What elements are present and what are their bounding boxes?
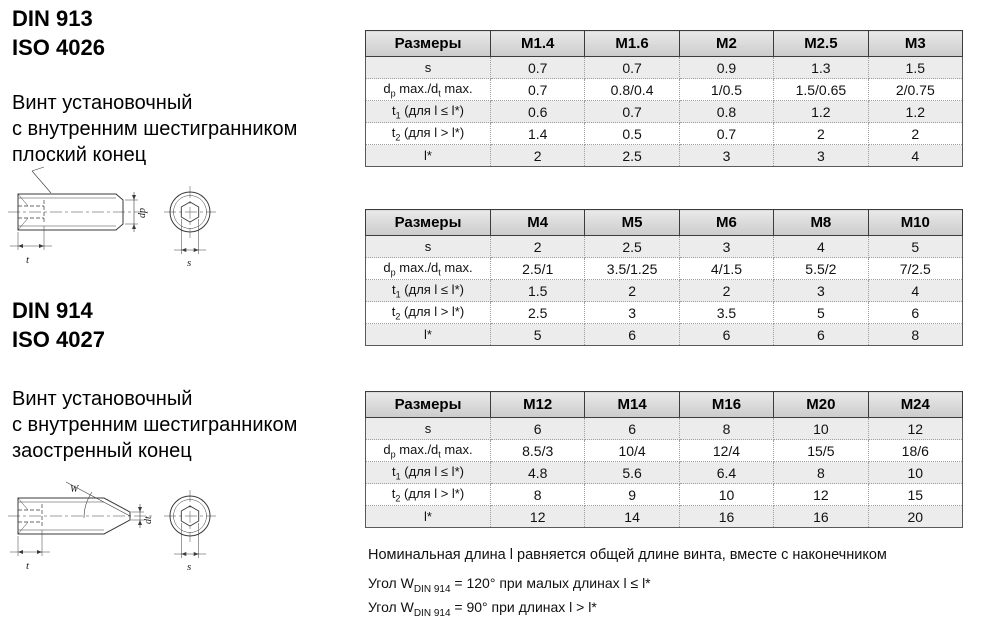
value-cell: 1.4 [491, 123, 585, 145]
header-size-m6: M6 [679, 210, 773, 236]
row-label: l* [366, 506, 491, 528]
iso-4026-title: ISO 4026 [12, 35, 105, 60]
header-size-m2: M2 [679, 31, 773, 57]
note-nominal-length [368, 547, 887, 563]
row-label: $d_p$ $\max./d_t$ max. [366, 258, 491, 280]
table-header-row [366, 210, 963, 236]
header-size-m1.4: M1.4 [491, 31, 585, 57]
standard-heading-din913 [12, 4, 105, 62]
value-cell: 10 [679, 484, 773, 506]
row-label: $t_2$ (для l > l*) [366, 302, 491, 324]
description-line: Винт установочный [12, 92, 193, 114]
value-cell: 12/4 [679, 440, 773, 462]
value-cell: 3 [679, 236, 773, 258]
header-size-m4: M4 [491, 210, 585, 236]
row-label: $t_1$ (для l ≤ l*) [366, 280, 491, 302]
value-cell: 1.2 [868, 101, 962, 123]
dimensions-table-m12-m24 [365, 391, 963, 528]
value-cell: 0.5 [585, 123, 679, 145]
row-label: s [366, 418, 491, 440]
din-913-title: DIN 913 [12, 6, 93, 31]
dim-label-t: t [26, 254, 30, 266]
value-cell: 0.6 [491, 101, 585, 123]
value-cell: 1.5 [868, 57, 962, 79]
value-cell: 6 [585, 418, 679, 440]
value-cell: 2 [585, 280, 679, 302]
table-row [366, 440, 963, 462]
value-cell: 12 [774, 484, 868, 506]
value-cell: 6.4 [679, 462, 773, 484]
value-cell: 3 [774, 280, 868, 302]
note-text: Номинальная длина l равняется общей длине винта, вместе с наконечником [368, 547, 887, 563]
note-angle-90 [368, 599, 597, 619]
value-cell: 10/4 [585, 440, 679, 462]
table-row [366, 324, 963, 346]
header-size-m2.5: M2.5 [774, 31, 868, 57]
value-cell: 5 [491, 324, 585, 346]
table-row [366, 418, 963, 440]
row-label: l* [366, 145, 491, 167]
value-cell: 0.7 [585, 101, 679, 123]
note-subscript: DIN 914 [413, 607, 451, 619]
table-header-row [366, 31, 963, 57]
value-cell: 2.5 [585, 145, 679, 167]
value-cell: 2.5/1 [491, 258, 585, 280]
table-row [366, 258, 963, 280]
value-cell: 12 [868, 418, 962, 440]
value-cell: 0.7 [679, 123, 773, 145]
note-text: Угол W [368, 599, 414, 615]
row-label: $t_2$ (для l > l*) [366, 484, 491, 506]
value-cell: 0.8/0.4 [585, 79, 679, 101]
value-cell: 0.7 [491, 57, 585, 79]
note-text: Угол W [368, 575, 414, 591]
value-cell: 14 [585, 506, 679, 528]
dimensions-table-m1.4-m3 [365, 30, 963, 167]
value-cell: 20 [868, 506, 962, 528]
value-cell: 2 [679, 280, 773, 302]
header-size-m3: M3 [868, 31, 962, 57]
value-cell: 3.5/1.25 [585, 258, 679, 280]
value-cell: 0.9 [679, 57, 773, 79]
header-size-m10: M10 [868, 210, 962, 236]
note-text: = 120° при малых длинах l ≤ l* [450, 575, 651, 591]
value-cell: 0.8 [679, 101, 773, 123]
value-cell: 2 [868, 123, 962, 145]
value-cell: 4 [868, 145, 962, 167]
value-cell: 8 [679, 418, 773, 440]
value-cell: 1.5 [491, 280, 585, 302]
description-din913 [12, 90, 297, 168]
note-text: = 90° при длинах l > l* [450, 599, 597, 615]
table-row [366, 57, 963, 79]
description-line: плоский конец [12, 144, 147, 166]
table-row [366, 123, 963, 145]
description-line: с внутренним шестигранником [12, 414, 298, 436]
value-cell: 8 [868, 324, 962, 346]
row-label: s [366, 236, 491, 258]
value-cell: 18/6 [868, 440, 962, 462]
description-line: с внутренним шестигранником [12, 118, 298, 140]
header-size-m1.6: M1.6 [585, 31, 679, 57]
description-line: заостренный конец [12, 440, 192, 462]
note-angle-120 [368, 575, 651, 595]
value-cell: 4 [774, 236, 868, 258]
table-header-row [366, 392, 963, 418]
row-label: $t_1$ (для l ≤ l*) [366, 462, 491, 484]
value-cell: 9 [585, 484, 679, 506]
value-cell: 0.7 [585, 57, 679, 79]
value-cell: 6 [679, 324, 773, 346]
dim-label-dt: dt [143, 516, 154, 524]
header-sizes-label: Размеры [366, 31, 491, 57]
value-cell: 1/0.5 [679, 79, 773, 101]
value-cell: 7/2.5 [868, 258, 962, 280]
value-cell: 8 [774, 462, 868, 484]
value-cell: 3 [585, 302, 679, 324]
header-size-m8: M8 [774, 210, 868, 236]
table-row [366, 280, 963, 302]
table-row [366, 484, 963, 506]
note-subscript: DIN 914 [413, 583, 451, 595]
dimensions-table-m4-m10 [365, 209, 963, 346]
value-cell: 6 [774, 324, 868, 346]
dim-label-dp: dp [137, 208, 148, 218]
header-size-m20: M20 [774, 392, 868, 418]
value-cell: 16 [774, 506, 868, 528]
din913-flat-point-drawing [4, 164, 244, 272]
value-cell: 3 [679, 145, 773, 167]
iso-4027-title: ISO 4027 [12, 327, 105, 352]
value-cell: 15/5 [774, 440, 868, 462]
header-size-m12: M12 [491, 392, 585, 418]
value-cell: 3.5 [679, 302, 773, 324]
value-cell: 6 [868, 302, 962, 324]
header-size-m5: M5 [585, 210, 679, 236]
value-cell: 1.3 [774, 57, 868, 79]
value-cell: 3 [774, 145, 868, 167]
value-cell: 5 [868, 236, 962, 258]
row-label: $d_p$ $\max./d_t$ max. [366, 440, 491, 462]
standard-heading-din914 [12, 296, 105, 354]
table-row [366, 506, 963, 528]
angle-w-label: W [70, 484, 79, 495]
value-cell: 10 [868, 462, 962, 484]
value-cell: 2 [774, 123, 868, 145]
description-din914 [12, 386, 297, 464]
dim-label-t: t [26, 560, 30, 572]
value-cell: 6 [491, 418, 585, 440]
value-cell: 8.5/3 [491, 440, 585, 462]
row-label: $t_1$ (для l ≤ l*) [366, 101, 491, 123]
header-sizes-label: Размеры [366, 210, 491, 236]
table-row [366, 101, 963, 123]
value-cell: 5 [774, 302, 868, 324]
row-label: l* [366, 324, 491, 346]
table-row [366, 145, 963, 167]
din914-cone-point-drawing [4, 466, 244, 580]
value-cell: 5.5/2 [774, 258, 868, 280]
header-size-m24: M24 [868, 392, 962, 418]
table-row [366, 462, 963, 484]
dim-label-s: s [187, 257, 192, 269]
value-cell: 10 [774, 418, 868, 440]
value-cell: 12 [491, 506, 585, 528]
value-cell: 0.7 [491, 79, 585, 101]
table-row [366, 79, 963, 101]
din-914-title: DIN 914 [12, 298, 93, 323]
row-label: $d_p$ $\max./d_t$ max. [366, 79, 491, 101]
value-cell: 2.5 [585, 236, 679, 258]
dim-label-s: s [187, 561, 192, 573]
row-label: s [366, 57, 491, 79]
value-cell: 2/0.75 [868, 79, 962, 101]
header-size-m14: M14 [585, 392, 679, 418]
value-cell: 5.6 [585, 462, 679, 484]
header-sizes-label: Размеры [366, 392, 491, 418]
value-cell: 2 [491, 145, 585, 167]
value-cell: 15 [868, 484, 962, 506]
value-cell: 8 [491, 484, 585, 506]
value-cell: 1.2 [774, 101, 868, 123]
row-label: $t_2$ (для l > l*) [366, 123, 491, 145]
value-cell: 1.5/0.65 [774, 79, 868, 101]
value-cell: 16 [679, 506, 773, 528]
value-cell: 2 [491, 236, 585, 258]
table-row [366, 236, 963, 258]
table-row [366, 302, 963, 324]
value-cell: 4 [868, 280, 962, 302]
header-size-m16: M16 [679, 392, 773, 418]
value-cell: 6 [585, 324, 679, 346]
description-line: Винт установочный [12, 388, 193, 410]
value-cell: 4/1.5 [679, 258, 773, 280]
value-cell: 2.5 [491, 302, 585, 324]
value-cell: 4.8 [491, 462, 585, 484]
